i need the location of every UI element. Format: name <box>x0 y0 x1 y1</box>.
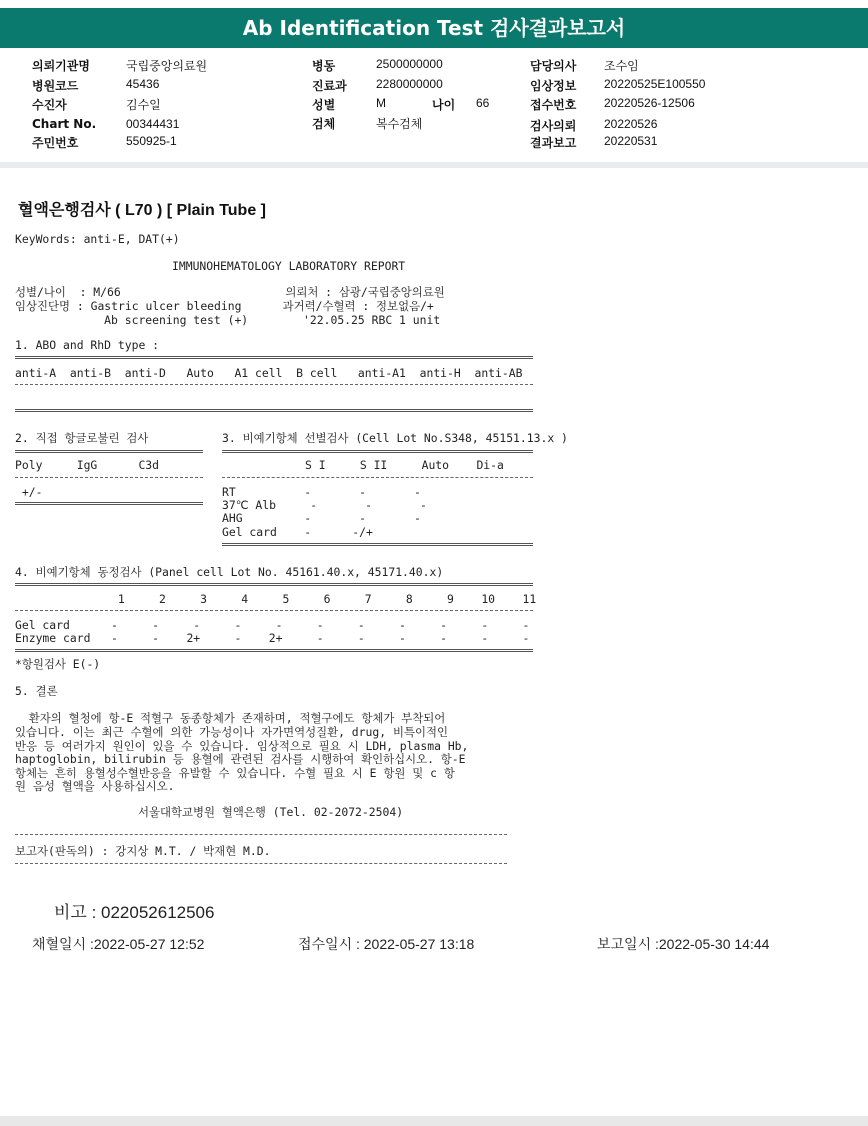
header-label: 주민번호 <box>32 136 79 150</box>
header-divider <box>0 162 868 168</box>
header-value: 김수일 <box>126 98 161 112</box>
rule <box>15 477 203 478</box>
conclusion-line: 항체는 흔히 용혈성수혈반응을 유발할 수 있습니다. 수혈 필요 시 E 항원 및 c 항 <box>15 766 455 780</box>
patient-line: 성별/나이 : M/66 의뢰처 : 삼광/국립중앙의료원 <box>15 285 445 299</box>
header-value: 2280000000 <box>376 77 443 91</box>
header-label: 접수번호 <box>530 98 577 112</box>
conclusion-line: 원 음성 혈액을 사용하십시오. <box>15 779 175 793</box>
bottom-strip <box>0 1116 868 1126</box>
panel-row: Enzyme card - - 2+ - 2+ - - - - - - <box>15 631 530 645</box>
header-label: 병동 <box>312 59 336 73</box>
reporter: 보고자(판독의) : 강지상 M.T. / 박재현 M.D. <box>15 844 271 858</box>
panel-row: Gel card - - - - - - - - - - - <box>15 618 530 632</box>
header-label: 검사의뢰 <box>530 119 577 133</box>
conclusion-line: haptoglobin, bilirubin 등 용혈에 관련된 검사를 시행하여 확인하십시오. 항-E <box>15 752 466 766</box>
screen-header: S I S II Auto Di-a <box>305 458 504 472</box>
abo-title: 1. ABO and RhD type : <box>15 338 160 352</box>
rule <box>15 450 203 453</box>
conclusion-line: 환자의 혈청에 항-E 적혈구 동종항체가 존재하며, 적혈구에도 항체가 부착되어 <box>15 711 446 725</box>
age-value: 66 <box>476 96 490 110</box>
header-label: 결과보고 <box>530 136 577 150</box>
header-value: 00344431 <box>126 117 180 131</box>
header-value: 조수임 <box>604 59 639 73</box>
screen-row: RT - - - <box>222 485 421 499</box>
header-value: 20220525E100550 <box>604 77 706 91</box>
rule <box>15 384 533 385</box>
rule <box>15 409 533 412</box>
header-value: 550925-1 <box>126 134 177 148</box>
test-title: 혈액은행검사 ( L70 ) [ Plain Tube ] <box>18 202 267 219</box>
header-value: M <box>376 96 386 110</box>
screen-title: 3. 비예기항체 선별검사 (Cell Lot No.S348, 45151.13.x ) <box>222 431 568 445</box>
reported-time: 보고일시 :2022-05-30 14:44 <box>597 936 770 952</box>
dat-title: 2. 직접 항글로불린 검사 <box>15 431 149 445</box>
rule <box>222 543 533 546</box>
hospital-line: 서울대학교병원 혈액은행 (Tel. 02-2072-2504) <box>138 805 404 819</box>
rule <box>15 502 203 505</box>
header-value: 2500000000 <box>376 57 443 71</box>
collected-time: 채혈일시 :2022-05-27 12:52 <box>32 936 205 952</box>
dat-value: +/- <box>15 485 43 499</box>
rule <box>15 610 533 611</box>
screen-row: Gel card - -/+ <box>222 525 373 539</box>
received-time: 접수일시 : 2022-05-27 13:18 <box>298 936 475 952</box>
header-label: 의뢰기관명 <box>32 59 90 73</box>
header-label: 담당의사 <box>530 59 577 73</box>
conclusion-line: 있습니다. 이는 최근 수혈에 의한 가능성이나 자가면역성질환, drug, 비특이적인 <box>15 725 448 739</box>
rule <box>15 834 507 835</box>
rule <box>222 477 533 478</box>
abo-header: anti-A anti-B anti-D Auto A1 cell B cell anti-A1 anti-H anti-AB <box>15 366 523 380</box>
screen-row: AHG - - - <box>222 511 421 525</box>
report-title: Ab Identification Test 검사결과보고서 <box>0 8 868 48</box>
patient-line: 임상진단명 : Gastric ulcer bleeding 과거력/수혈력 : 정보없음/+ <box>15 299 434 313</box>
rule <box>15 356 533 359</box>
header-label: 병원코드 <box>32 79 79 93</box>
rule <box>15 863 507 864</box>
header-label: 수진자 <box>32 98 67 112</box>
dat-header: Poly IgG C3d <box>15 458 160 472</box>
keywords: KeyWords: anti-E, DAT(+) <box>15 232 180 246</box>
rule <box>222 450 533 453</box>
panel-header: 1 2 3 4 5 6 7 8 9 10 11 <box>15 592 537 606</box>
age-label: 나이 <box>432 98 456 112</box>
header-label: 진료과 <box>312 79 347 93</box>
antigen-note: *항원검사 E(-) <box>15 657 101 671</box>
patient-line: Ab screening test (+) '22.05.25 RBC 1 unit <box>15 313 441 327</box>
conclusion-title: 5. 결론 <box>15 684 58 698</box>
lab-report-title: IMMUNOHEMATOLOGY LABORATORY REPORT <box>172 259 406 273</box>
rule <box>15 649 533 652</box>
conclusion-line: 반응 등 여러가지 원인이 있을 수 있습니다. 임상적으로 필요 시 LDH, plasma Hb, <box>15 739 469 753</box>
header-label: 검체 <box>312 117 336 131</box>
header-value: 20220531 <box>604 134 658 148</box>
header-value: 복수검체 <box>376 117 423 131</box>
header-value: 국립중앙의료원 <box>126 59 208 73</box>
header-value: 20220526-12506 <box>604 96 695 110</box>
panel-title: 4. 비예기항체 동정검사 (Panel cell Lot No. 45161.40.x, 45171.40.x) <box>15 565 444 579</box>
rule <box>15 583 533 586</box>
header-label: 임상정보 <box>530 79 577 93</box>
remark: 비고 : 022052612506 <box>54 903 215 922</box>
header-label: Chart No. <box>32 117 97 131</box>
header-value: 20220526 <box>604 117 658 131</box>
header-value: 45436 <box>126 77 160 91</box>
screen-row: 37℃ Alb - - - <box>222 498 427 512</box>
header-label: 성별 <box>312 98 336 112</box>
